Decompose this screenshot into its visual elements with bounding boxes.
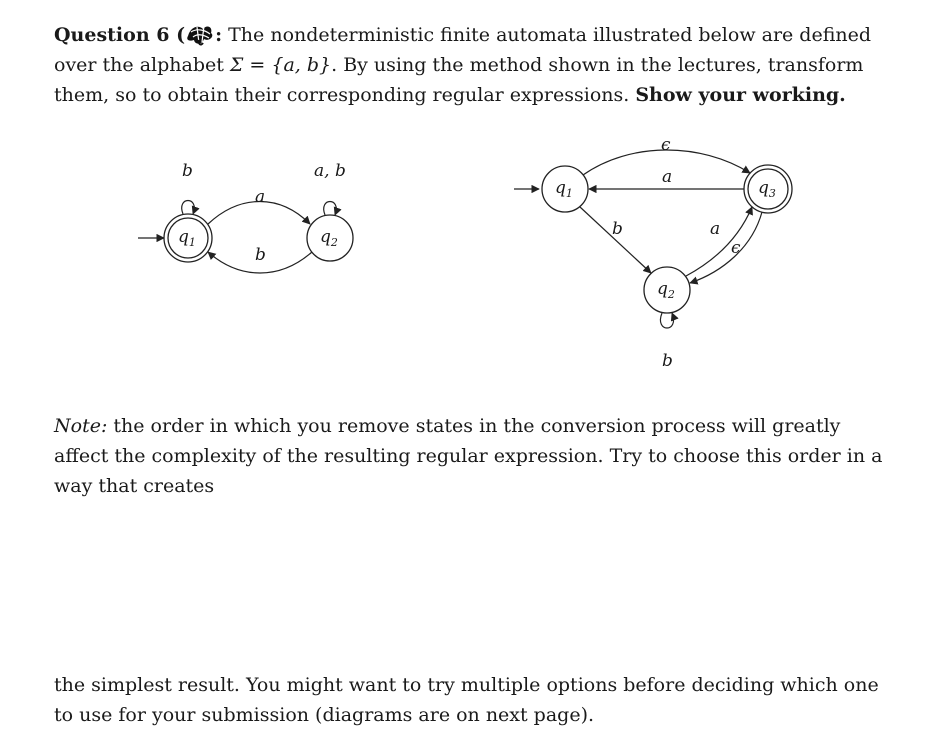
question-heading-close: : bbox=[215, 24, 223, 46]
note-label: Note: bbox=[54, 415, 108, 437]
a1-q2-label: $q_2$ bbox=[320, 227, 338, 249]
a1-edge-q1-q2-label: a bbox=[255, 187, 266, 207]
note-continuation-paragraph: the simplest result. You might want to try multiple options before deciding which one to use for your submission (diagrams are on next page). bbox=[54, 674, 879, 726]
automaton-1 bbox=[138, 161, 353, 273]
a2-edge-q3-q1-label: a bbox=[662, 167, 673, 187]
a2-edge-q1-q3-label: ϵ bbox=[661, 135, 671, 155]
a1-edge-q2-q1-label: b bbox=[255, 245, 266, 265]
a2-edge-q1-q2-label: b bbox=[612, 219, 623, 239]
a2-q1-label: $q_1$ bbox=[555, 178, 573, 200]
a2-edge-q1-q2 bbox=[580, 207, 651, 273]
note-paragraph bbox=[54, 411, 884, 501]
alphabet-definition: Σ = {a, b} bbox=[229, 54, 332, 76]
a1-loop-q1-label: b bbox=[182, 161, 193, 181]
a1-q1-label: $q_1$ bbox=[178, 227, 196, 249]
a1-loop-q2-label: a, b bbox=[314, 161, 346, 181]
question-intro-2: . By using the method shown in the lectures, transform them, so to obtain their corresponding regular expressions. bbox=[54, 54, 864, 106]
a2-edge-q2-q3 bbox=[686, 207, 752, 276]
a2-edge-q2-q3-label: a bbox=[710, 219, 721, 239]
question-heading: Question 6 ( bbox=[54, 24, 186, 46]
a2-loop-q2-label: b bbox=[662, 351, 673, 371]
automaton-2 bbox=[514, 135, 792, 371]
note-text-1: the order in which you remove states in the conversion process will greatly affect the complexity of the resulting regular expression. Try to choose this order in a way that creates bbox=[54, 415, 883, 497]
a2-edge-q3-q2-label: ϵ bbox=[731, 238, 741, 258]
a1-loop-q1 bbox=[182, 201, 195, 215]
a2-q2-label: $q_2$ bbox=[657, 279, 675, 301]
question-intro-1: The nondeterministic finite automata illustrated below are defined over the alphabet bbox=[54, 24, 872, 76]
a2-loop-q2 bbox=[660, 313, 673, 328]
a1-loop-q2 bbox=[324, 202, 337, 216]
a2-q3-label: $q_3$ bbox=[758, 178, 776, 200]
show-working-emphasis: Show your working. bbox=[635, 84, 846, 106]
a2-edge-q3-q2-epsilon bbox=[690, 212, 762, 283]
